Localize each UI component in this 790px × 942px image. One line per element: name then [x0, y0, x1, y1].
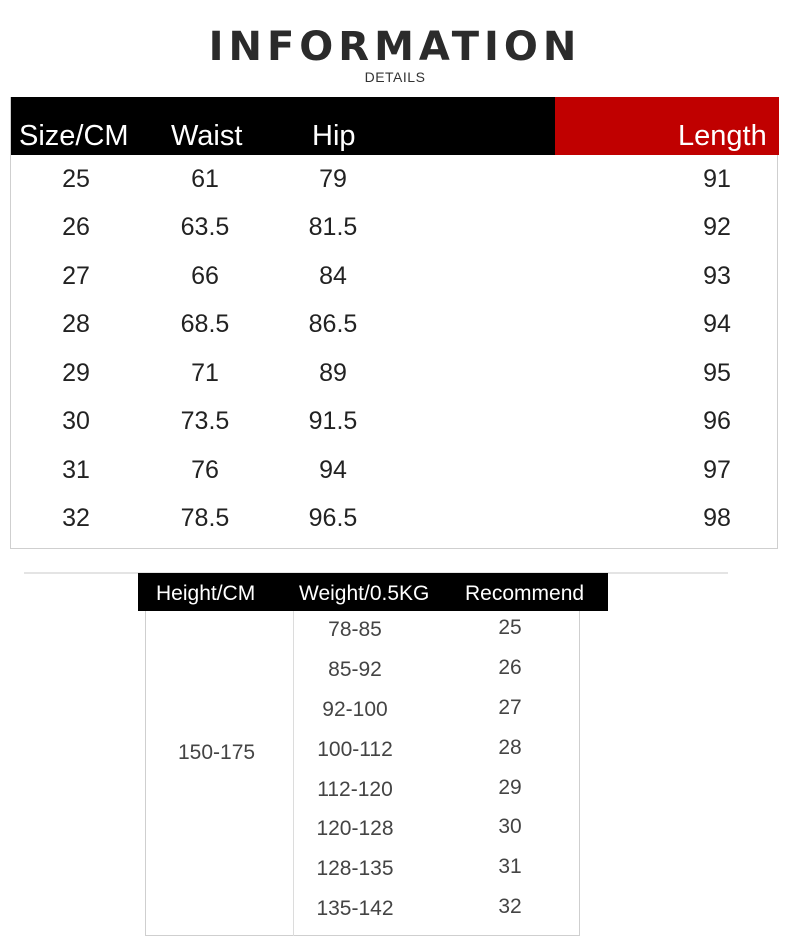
table-row [11, 446, 779, 494]
waist-cell: 78.5 [180, 504, 230, 532]
hip-cell: 86.5 [308, 310, 358, 338]
waist-cell: 63.5 [180, 213, 230, 241]
size-cell: 30 [62, 407, 90, 435]
waist-cell: 68.5 [180, 310, 230, 338]
size-cell: 26 [62, 213, 90, 241]
weight-cell: 78-85 [328, 618, 382, 641]
weight-cell: 135-142 [316, 897, 394, 920]
table-row [0, 650, 790, 690]
recommend-cell: 29 [498, 776, 522, 799]
hip-cell: 84 [319, 262, 347, 290]
column-header-hip: Hip [312, 120, 356, 152]
table-row [11, 494, 779, 542]
column-header-size: Size/CM [19, 120, 129, 152]
length-cell: 93 [703, 262, 731, 290]
waist-cell: 73.5 [180, 407, 230, 435]
weight-cell: 120-128 [316, 817, 394, 840]
recommend-cell: 28 [498, 736, 522, 759]
table-row [0, 889, 790, 929]
table-row [11, 155, 779, 203]
length-cell: 98 [703, 504, 731, 532]
table-row [0, 690, 790, 730]
column-header-weight: Weight/0.5KG [299, 582, 430, 605]
recommend-cell: 25 [498, 616, 522, 639]
waist-cell: 76 [191, 456, 219, 484]
column-header-length: Length [678, 120, 767, 152]
hip-cell: 81.5 [308, 213, 358, 241]
waist-cell: 61 [191, 165, 219, 193]
size-table-header [11, 97, 779, 155]
length-cell: 92 [703, 213, 731, 241]
size-cell: 31 [62, 456, 90, 484]
size-cell: 27 [62, 262, 90, 290]
weight-cell: 85-92 [328, 658, 382, 681]
recommend-cell: 27 [498, 696, 522, 719]
length-cell: 94 [703, 310, 731, 338]
length-cell: 97 [703, 456, 731, 484]
page-title: INFORMATION [208, 24, 582, 70]
hip-cell: 94 [319, 456, 347, 484]
column-header-waist: Waist [171, 120, 243, 152]
size-table [10, 97, 778, 549]
weight-cell: 100-112 [317, 738, 393, 761]
length-cell: 96 [703, 407, 731, 435]
column-header-height: Height/CM [156, 582, 256, 605]
recommend-cell: 30 [498, 815, 522, 838]
size-cell: 32 [62, 504, 90, 532]
weight-cell: 92-100 [322, 698, 388, 721]
table-row [0, 849, 790, 889]
recommend-cell: 31 [498, 855, 522, 878]
weight-cell: 128-135 [316, 857, 394, 880]
table-row [11, 252, 779, 300]
waist-cell: 66 [191, 262, 219, 290]
size-cell: 25 [62, 165, 90, 193]
table-row [11, 300, 779, 348]
table-row [11, 203, 779, 251]
hip-cell: 96.5 [308, 504, 358, 532]
table-row [0, 809, 790, 849]
length-cell: 91 [703, 165, 731, 193]
column-header-recommend: Recommend [465, 582, 585, 605]
hip-cell: 79 [319, 165, 347, 193]
weight-cell: 112-120 [317, 778, 393, 801]
size-cell: 29 [62, 359, 90, 387]
hip-cell: 91.5 [308, 407, 358, 435]
page-subtitle: DETAILS [364, 69, 426, 85]
length-cell: 95 [703, 359, 731, 387]
recommend-cell: 26 [498, 656, 522, 679]
recommend-table-header [138, 573, 608, 611]
hip-cell: 89 [319, 359, 347, 387]
waist-cell: 71 [191, 359, 219, 387]
size-cell: 28 [62, 310, 90, 338]
table-row [11, 349, 779, 397]
recommend-cell: 32 [498, 895, 522, 918]
height-range-cell: 150-175 [178, 741, 256, 764]
table-row [0, 770, 790, 810]
table-row [11, 397, 779, 445]
table-row [0, 610, 790, 650]
table-row [0, 730, 790, 770]
